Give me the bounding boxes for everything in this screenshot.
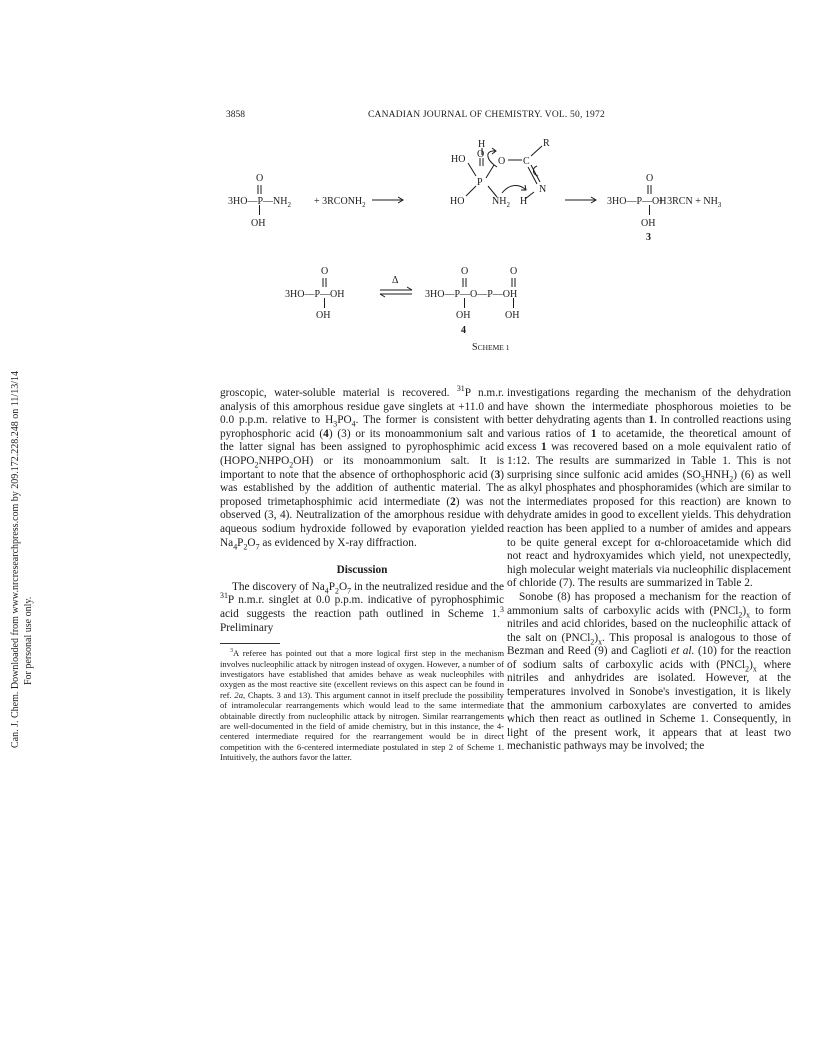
scheme-1-drawing	[0, 0, 815, 370]
reactant2-oxo: O	[321, 266, 329, 277]
product2-pyrophosphoric-acid: 3HO—P—O—P—OH	[425, 289, 518, 300]
reactant-amide: + $3RCONH_2$	[314, 196, 366, 209]
right-column	[507, 387, 791, 754]
paragraph-results-continued: groscopic, water-soluble material is recovered. $^{31}$P n.m.r. analysis of this amorphous residue gave singlets at +11.0 and 0.0 p.p.m. relative to $H_3PO_4$. The former is consistent with pyrophosphoric acid (4) (3) or its monoammonium salt and the latter signal has been assigned to pyrophosphimic acid $(HOPO_2NHPO_2OH)$ or its monoammonium salt. It is important to note that the absence of orthophosphoric acid (3) was established by the addition of authentic material. The proposed trimetaphosphimic acid intermediate (2) was not observed (3, 4). Neutralization of the amorphous residue with aqueous sodium hydroxide followed by evaporation yielded $Na_4P_2O_7$ as evidenced by X-ray diffraction.	[220, 384, 505, 551]
compound-label-4: 4	[461, 325, 466, 336]
product2-hydroxy-2: OH	[505, 310, 520, 321]
product-acid-hydroxy: OH	[641, 218, 656, 229]
intermediate-p: P	[477, 177, 483, 188]
reactant-acid-oxo: O	[256, 173, 264, 184]
intermediate-r: R	[543, 138, 550, 149]
reactant2-phosphoric-acid: 3HO—P—OH	[285, 289, 345, 300]
page-number: 3858	[226, 110, 245, 120]
reactant-acid-hydroxy: OH	[251, 218, 266, 229]
product2-hydroxy-1: OH	[456, 310, 471, 321]
product2-oxo-2: O	[510, 266, 518, 277]
intermediate-nh2: $NH_2$	[492, 196, 510, 209]
intermediate-n: N	[539, 184, 547, 195]
product-acid-oxo: O	[646, 173, 654, 184]
scheme-1	[0, 0, 815, 370]
intermediate-o-top: O	[477, 149, 485, 160]
delta-symbol: Δ	[392, 275, 399, 286]
product-nitrile-ammonia: + $3RCN + NH_3$	[659, 196, 722, 209]
reactant-phosphoramidic-acid: $3HO—P—NH_2$	[228, 196, 291, 209]
scheme-caption: SCHEME 1	[472, 342, 510, 353]
paragraph-sonobe-mechanism: Sonobe (8) has proposed a mechanism for the reaction of ammonium salts of carboxylic acids with $(PNCl_2)_x$ to form nitriles and acid chlorides, based on the nucleophilic attack of the salt on $(PNCl_2)_x$. This proposal is analogous to those of Bezman and Reed (9) and Caglioti et al. (10) for the reaction of sodium salts of carboxylic acids with $(PNCl_2)_x$ where nitriles and anhydrides are isolated. However, at the temperatures involved in Sonobe's investigation, it is likely that the ammonium carboxylates are converted to amides which then react as outlined in Scheme 1. Consequently, in light of the present work, it appears that at least two mechanistic pathways may be involved; the	[507, 590, 792, 753]
product-orthophosphoric-acid: 3HO—P—OH	[607, 196, 667, 207]
left-column	[220, 384, 505, 763]
intermediate-o-ring: O	[498, 156, 506, 167]
intermediate-ho-left: HO	[451, 154, 466, 165]
intermediate-ho-bottom: HO	[450, 196, 465, 207]
paragraph-discussion-1: The discovery of $Na_4P_2O_7$ in the neutralized residue and the $^{31}$P n.m.r. singlet at 0.0 p.p.m. indicative of pyrophosphimic acid suggests the reaction path outlined in Scheme 1.$^3$ Preliminary	[220, 580, 504, 634]
section-heading-discussion: Discussion	[336, 564, 388, 577]
product2-oxo-1: O	[461, 266, 469, 277]
intermediate-c: C	[523, 156, 530, 167]
compound-label-3: 3	[646, 232, 651, 243]
footnote-rule	[220, 643, 280, 644]
journal-title: CANADIAN JOURNAL OF CHEMISTRY. VOL. 50, 1972	[368, 110, 605, 120]
side-note-line-2: For personal use only.	[23, 596, 34, 685]
intermediate-h: H	[478, 139, 486, 150]
reactant2-hydroxy: OH	[316, 310, 331, 321]
paragraph-dehydration: investigations regarding the mechanism of the dehydration have shown the intermediate phosphorous moieties to be better dehydrating agents than 1. In controlled reactions using various ratios of 1 to acetamide, the theoretical amount of excess 1 was recovered based on a mole equivalent ratio of 1:12. The results are summarized in Table 1. This is not surprising since sulfonic acid amides $(SO_3HNH_2)$ (6) as well as alkyl phosphates and phosphoramides (which are similar to the intermediates proposed for this reaction) are known to dehydrate amides in good to excellent yields. This dehydration reaction has been applied to a number of amides and appears to be quite general except for α-chloroacetamide which did not react and hydroxyamides which yield, not unexpectedly, high molecular weight materials via nucleophilic displacement of chloride (7). The results are summarized in Table 2.	[507, 387, 791, 590]
intermediate-h-right: H	[520, 196, 528, 207]
footnote-3: $^3$A referee has pointed out that a more logical first step in the mechanism involves nucleophilic attack by nitrogen instead of oxygen. However, a number of investigators have established that amides behave as weak nucleophiles with oxygen as the most reactive site (excellent reviews on this aspect can be found in ref. 2a, Chapts. 3 and 13). This argument cannot in itself preclude the possibility of intramolecular rearrangements which would lead to the same intermediate obtainable directly from nucleophilic attack by nitrogen. Similar rearrangements are well-documented in the field of amide chemistry, but in this instance, the 4-centered intermediate required for the rearrangement would be in direct competition with the 6-centered intermediate postulated in step 2 of Scheme 1. Intuitively, the authors favor the latter.	[220, 648, 504, 763]
side-note-line-1: Can. J. Chem. Downloaded from www.nrcresearchpress.com by 209.172.228.248 on 11/13/14	[10, 371, 21, 748]
